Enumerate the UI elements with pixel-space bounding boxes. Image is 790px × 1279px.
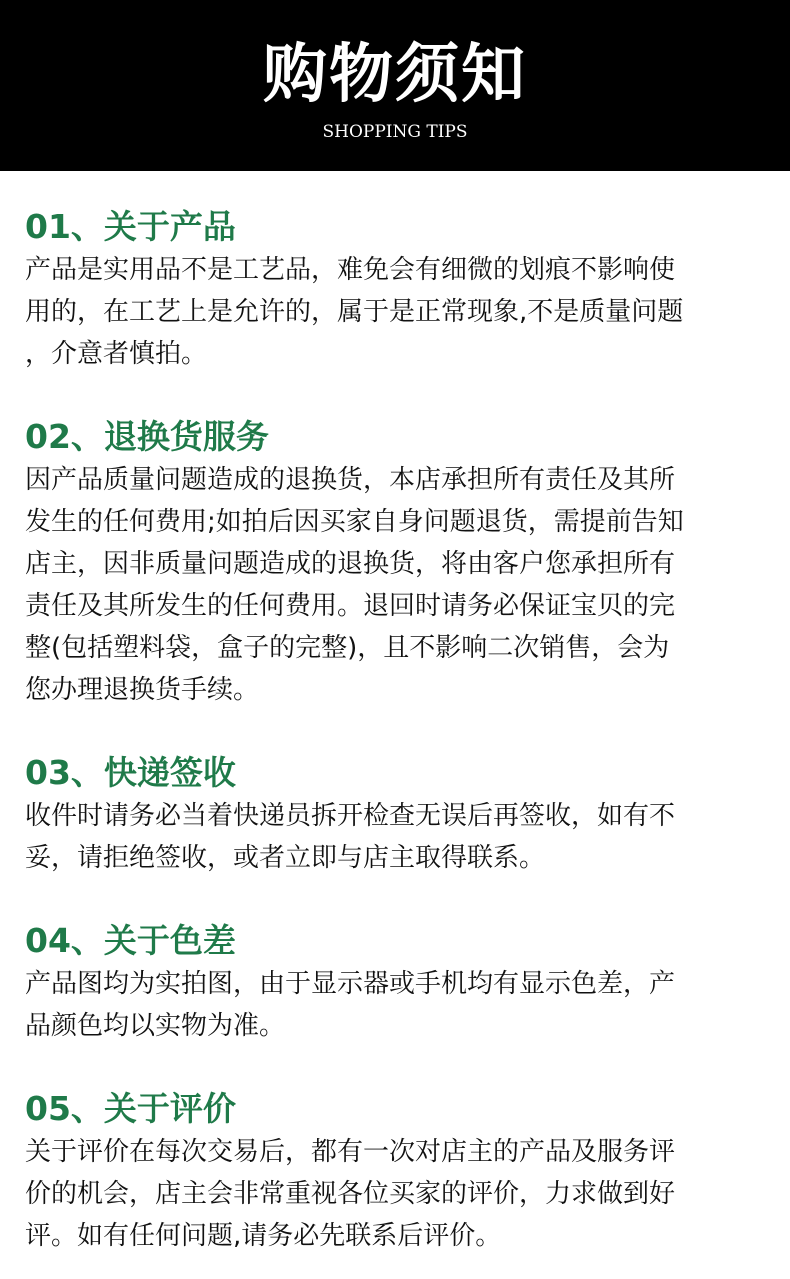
- body-line: 发生的任何费用;如拍后因买家自身问题退货，需提前告知: [25, 507, 684, 537]
- body-line: ，介意者慎拍。: [25, 339, 208, 369]
- page-title: 购物须知: [263, 38, 527, 112]
- body-line: 您办理退换货手续。: [25, 675, 260, 705]
- section-body: [25, 963, 777, 1047]
- section-reviews: [25, 1087, 777, 1257]
- body-line: 妥，请拒绝签收，或者立即与店主取得联系。: [25, 843, 546, 873]
- body-line: 店主，因非质量问题造成的退换货，将由客户您承担所有: [25, 549, 676, 579]
- section-heading: 03、快递签收: [25, 753, 236, 792]
- section-returns-exchange: [25, 415, 777, 711]
- body-line: 收件时请务必当着快递员拆开检查无误后再签收，如有不: [25, 801, 676, 831]
- header-banner: [0, 0, 790, 171]
- body-line: 因产品质量问题造成的退换货，本店承担所有责任及其所: [25, 465, 676, 495]
- section-color-difference: [25, 919, 777, 1047]
- section-heading: 04、关于色差: [25, 921, 236, 960]
- body-line: 关于评价在每次交易后，都有一次对店主的产品及服务评: [25, 1137, 676, 1167]
- body-line: 评。如有任何问题,请务必先联系后评价。: [25, 1221, 502, 1251]
- section-delivery-signoff: [25, 751, 777, 879]
- section-body: [25, 795, 777, 879]
- section-body: [25, 459, 777, 711]
- section-heading: 02、退换货服务: [25, 417, 269, 456]
- body-line: 产品是实用品不是工艺品，难免会有细微的划痕不影响使: [25, 255, 676, 285]
- section-heading: 01、关于产品: [25, 207, 236, 246]
- body-line: 整(包括塑料袋，盒子的完整)，且不影响二次销售，会为: [25, 633, 670, 663]
- section-body: [25, 249, 777, 375]
- section-about-product: [25, 205, 777, 375]
- body-line: 品颜色均以实物为准。: [25, 1011, 286, 1041]
- section-body: [25, 1131, 777, 1257]
- body-line: 价的机会，店主会非常重视各位买家的评价，力求做到好: [25, 1179, 676, 1209]
- section-heading: 05、关于评价: [25, 1089, 236, 1128]
- page-subtitle: SHOPPING TIPS: [322, 122, 468, 142]
- body-line: 产品图均为实拍图，由于显示器或手机均有显示色差，产: [25, 969, 676, 999]
- body-line: 用的，在工艺上是允许的，属于是正常现象,不是质量问题: [25, 297, 684, 327]
- body-line: 责任及其所发生的任何费用。退回时请务必保证宝贝的完: [25, 591, 676, 621]
